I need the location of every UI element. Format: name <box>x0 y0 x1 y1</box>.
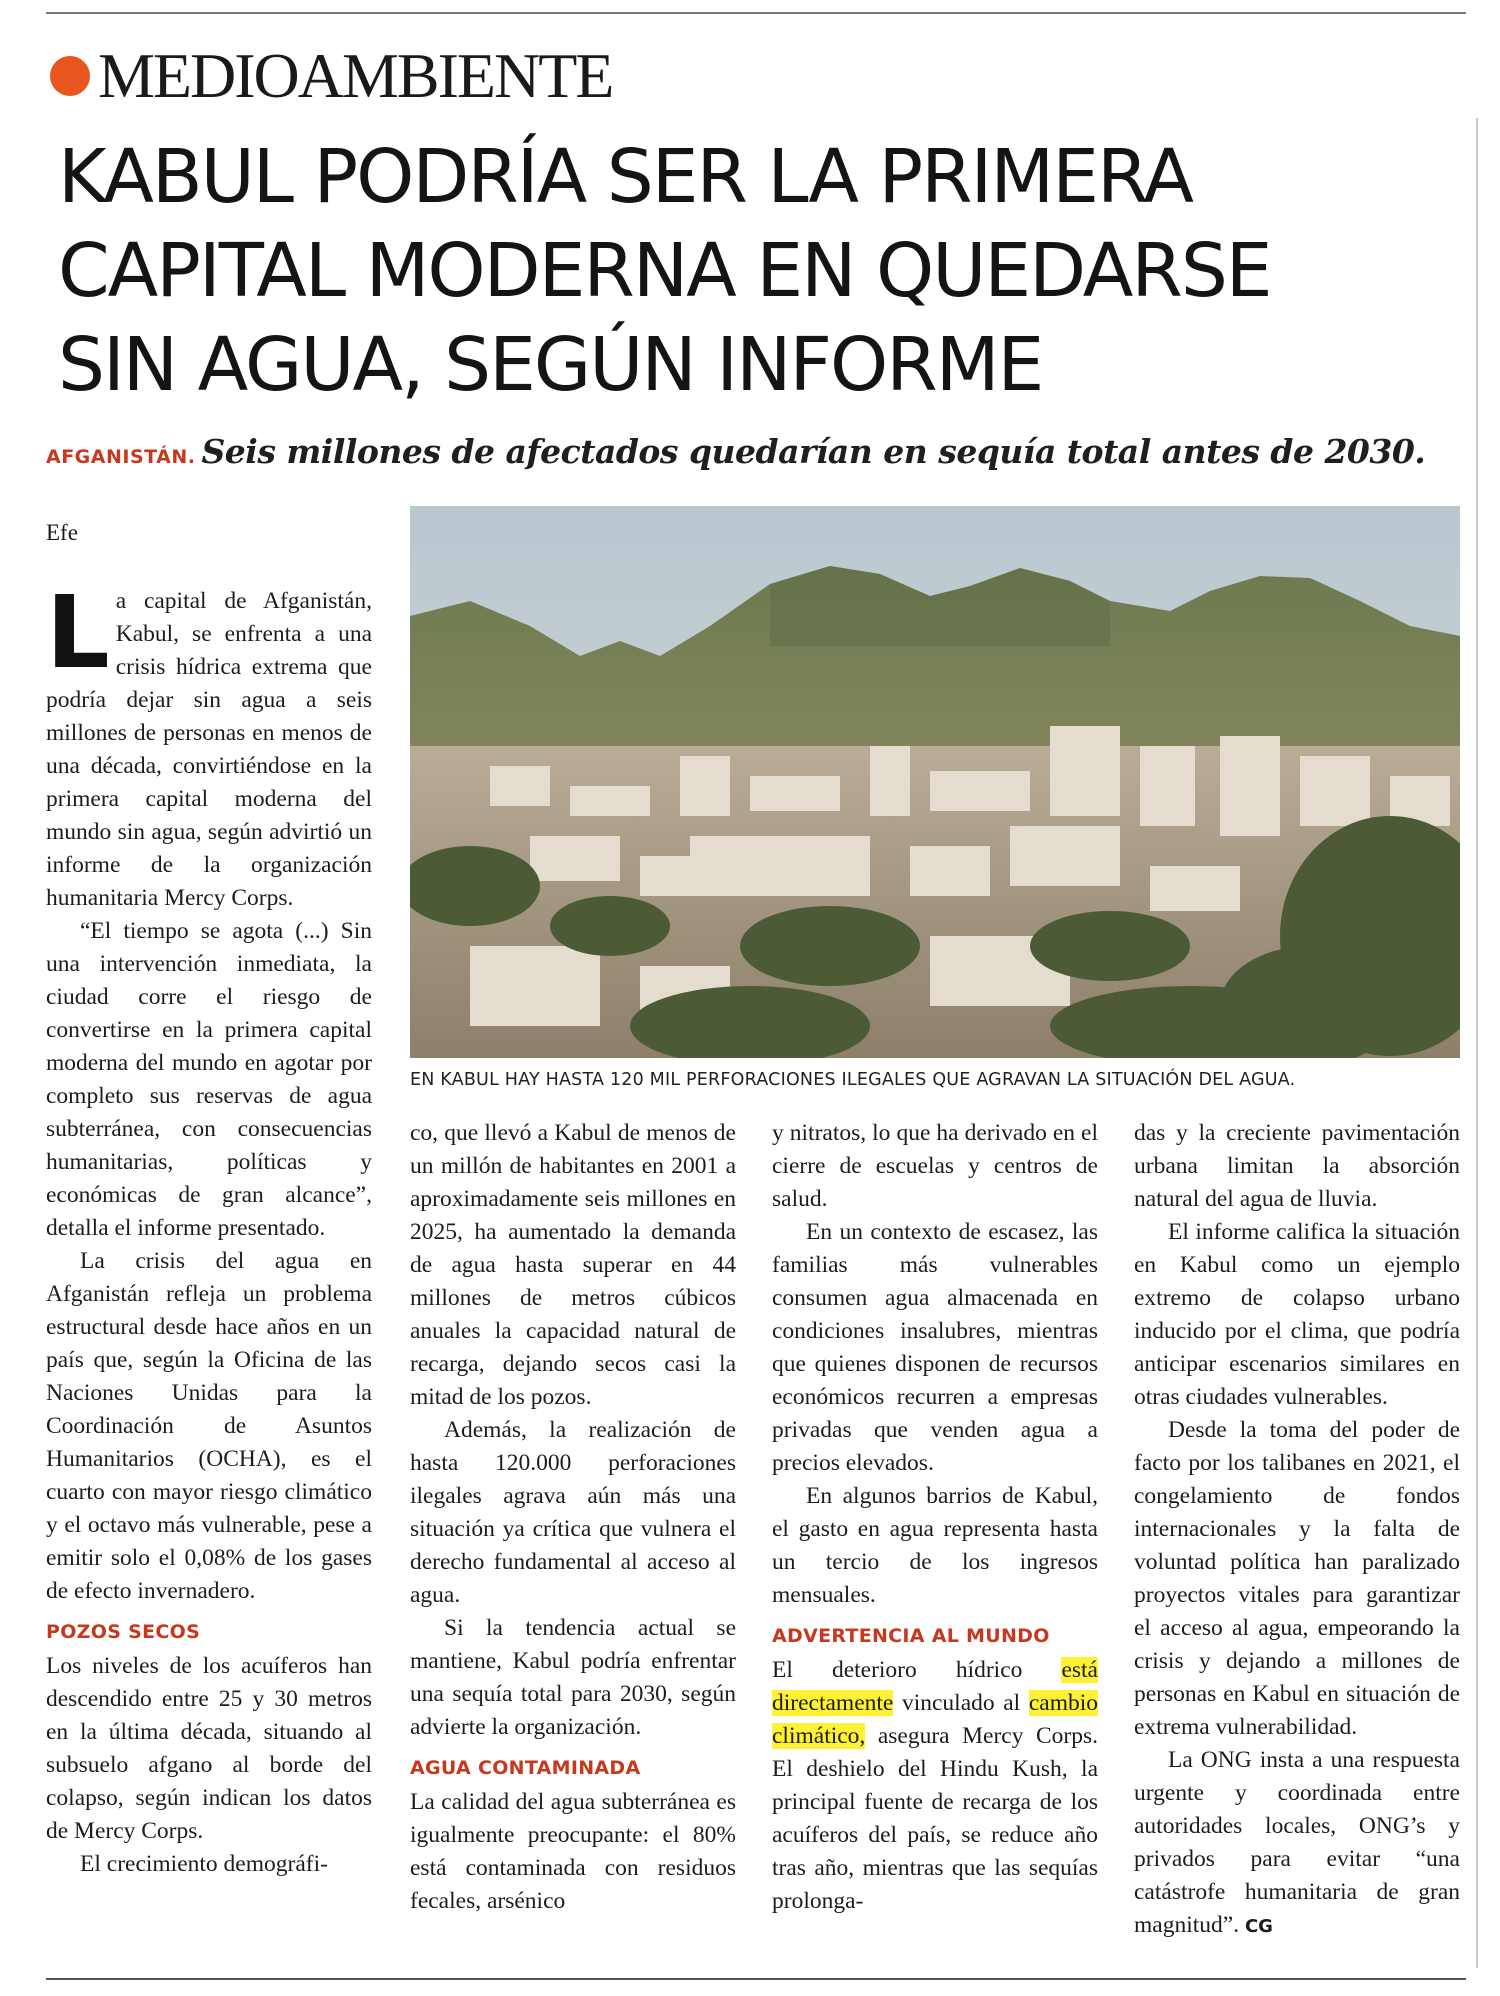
highlight-directamente: está directamente <box>772 1657 1098 1716</box>
paragraph-7: Si la tendencia actual se mantiene, Kabul podría enfrentar una sequía total para 2030, según advierte la organización. <box>410 1615 736 1740</box>
headline-line-3: SIN AGUA, SEGÚN INFORME <box>58 322 1043 408</box>
paragraph-11: El deterioro hídrico está directamente vinculado al cambio climático, asegura Mercy Corps. El deshielo del Hindu Kush, la principal fuente de recarga de los acuíferos del país, se reduce año tras año, mientras que las sequías prolonga- <box>772 1657 1098 1914</box>
kicker-country: AFGANISTÁN. <box>46 446 196 468</box>
paragraph-3: La crisis del agua en Afganistán refleja un problema estructural desde hace años en un país que, según la Oficina de las Naciones Unidas para la Coordinación de Asuntos Humanitarios (OCHA), es el cuarto con mayor riesgo climático y el octavo más vulnerable, pese a emitir solo el 0,08% de los gases de efecto invernadero. <box>46 1248 372 1604</box>
headline <box>58 130 1478 412</box>
article-column-1 <box>46 574 372 1881</box>
paragraph-12: El informe califica la situación en Kabul como un ejemplo extremo de colapso urbano inducido por el clima, que podría anticipar escenarios similares en otras ciudades vulnerables. <box>1134 1219 1460 1410</box>
end-mark: CG <box>1244 1916 1273 1937</box>
paragraph-1: La capital de Afganistán, Kabul, se enfrenta a una crisis hídrica extrema que podría dejar sin agua a seis millones de personas en menos de una década, convirtiéndose en la primera capital moderna del mundo sin agua, según advirtió un informe de la organización humanitaria Mercy Corps. <box>46 574 372 911</box>
kicker <box>46 432 1425 471</box>
article-column-2 <box>410 1117 736 1918</box>
section-tag <box>50 40 613 111</box>
paragraph-14: La ONG insta a una respuesta urgente y coordinada entre autoridades locales, ONG’s y privados para evitar “una catástrofe humanitaria de gran magnitud”. CG <box>1134 1747 1460 1938</box>
photo-caption: EN KABUL HAY HASTA 120 MIL PERFORACIONES ILEGALES QUE AGRAVAN LA SITUACIÓN DEL AGUA. <box>410 1070 1296 1090</box>
paragraph-9: En un contexto de escasez, las familias más vulnerables consumen agua almacenada en condiciones insalubres, mientras que quienes disponen de recursos económicos recurren a empresas privadas que venden agua a precios elevados. <box>772 1219 1098 1476</box>
bottom-rule <box>46 1978 1466 1980</box>
headline-line-2: CAPITAL MODERNA EN QUEDARSE <box>58 228 1271 314</box>
paragraph-5-start: El crecimiento demográfi- <box>80 1851 328 1877</box>
subhead-agua-contaminada: AGUA CONTAMINADA <box>410 1757 641 1779</box>
top-rule <box>46 12 1466 14</box>
paragraph-11-continued: das y la creciente pavimentación urbana limitan la absorción natural del agua de lluvia. <box>1134 1120 1460 1212</box>
byline: Efe <box>46 520 78 545</box>
subhead-pozos-secos: POZOS SECOS <box>46 1621 201 1643</box>
paragraph-4: Los niveles de los acuíferos han descendido entre 25 y 30 metros en la última década, situando al subsuelo afgano al borde del colapso, según indican los datos de Mercy Corps. <box>46 1653 372 1844</box>
subhead-advertencia: ADVERTENCIA AL MUNDO <box>772 1625 1050 1647</box>
paragraph-8-start: La calidad del agua subterránea es igualmente preocupante: el 80% está contaminada con residuos fecales, arsénico <box>410 1789 736 1914</box>
paragraph-8-continued: y nitratos, lo que ha derivado en el cierre de escuelas y centros de salud. <box>772 1120 1098 1212</box>
article-column-4 <box>1134 1117 1460 1943</box>
article-column-3 <box>772 1117 1098 1918</box>
kabul-cityscape-image <box>410 506 1460 1058</box>
paragraph-6: Además, la realización de hasta 120.000 perforaciones ilegales agrava aún más una situación ya crítica que vulnera el derecho fundamental al acceso al agua. <box>410 1417 736 1608</box>
drop-cap: L <box>46 574 110 691</box>
paragraph-2: “El tiempo se agota (...) Sin una intervención inmediata, la ciudad corre el riesgo de convertirse en la primera capital moderna del mundo en agotar por completo sus reservas de agua subterránea, con consecuencias humanitarias, políticas y económicas de gran alcance”, detalla el informe presentado. <box>46 918 372 1241</box>
paragraph-13: Desde la toma del poder de facto por los talibanes en 2021, el congelamiento de fondos internacionales y la falta de voluntad política han paralizado proyectos vitales para garantizar el acceso al agua, empeorando la crisis y dejando a millones de personas en Kabul en situación de extrema vulnerabilidad. <box>1134 1417 1460 1740</box>
section-dot-icon <box>50 56 90 96</box>
kicker-subtitle: Seis millones de afectados quedarían en sequía total antes de 2030. <box>201 432 1426 471</box>
paragraph-5-continued: co, que llevó a Kabul de menos de un millón de habitantes en 2001 a aproximadamente seis millones en 2025, ha aumentado la demanda de agua hasta superar en 44 millones de metros cúbicos anuales la capacidad natural de recarga, dejando secos casi la mitad de los pozos. <box>410 1120 736 1410</box>
paragraph-10: En algunos barrios de Kabul, el gasto en agua representa hasta un tercio de los ingresos mensuales. <box>772 1483 1098 1608</box>
headline-line-1: KABUL PODRÍA SER LA PRIMERA <box>58 134 1193 220</box>
section-label: MEDIOAMBIENTE <box>98 40 613 111</box>
highlight-cambio-climatico: cambio climático, <box>772 1690 1098 1749</box>
kabul-photo <box>410 506 1460 1058</box>
